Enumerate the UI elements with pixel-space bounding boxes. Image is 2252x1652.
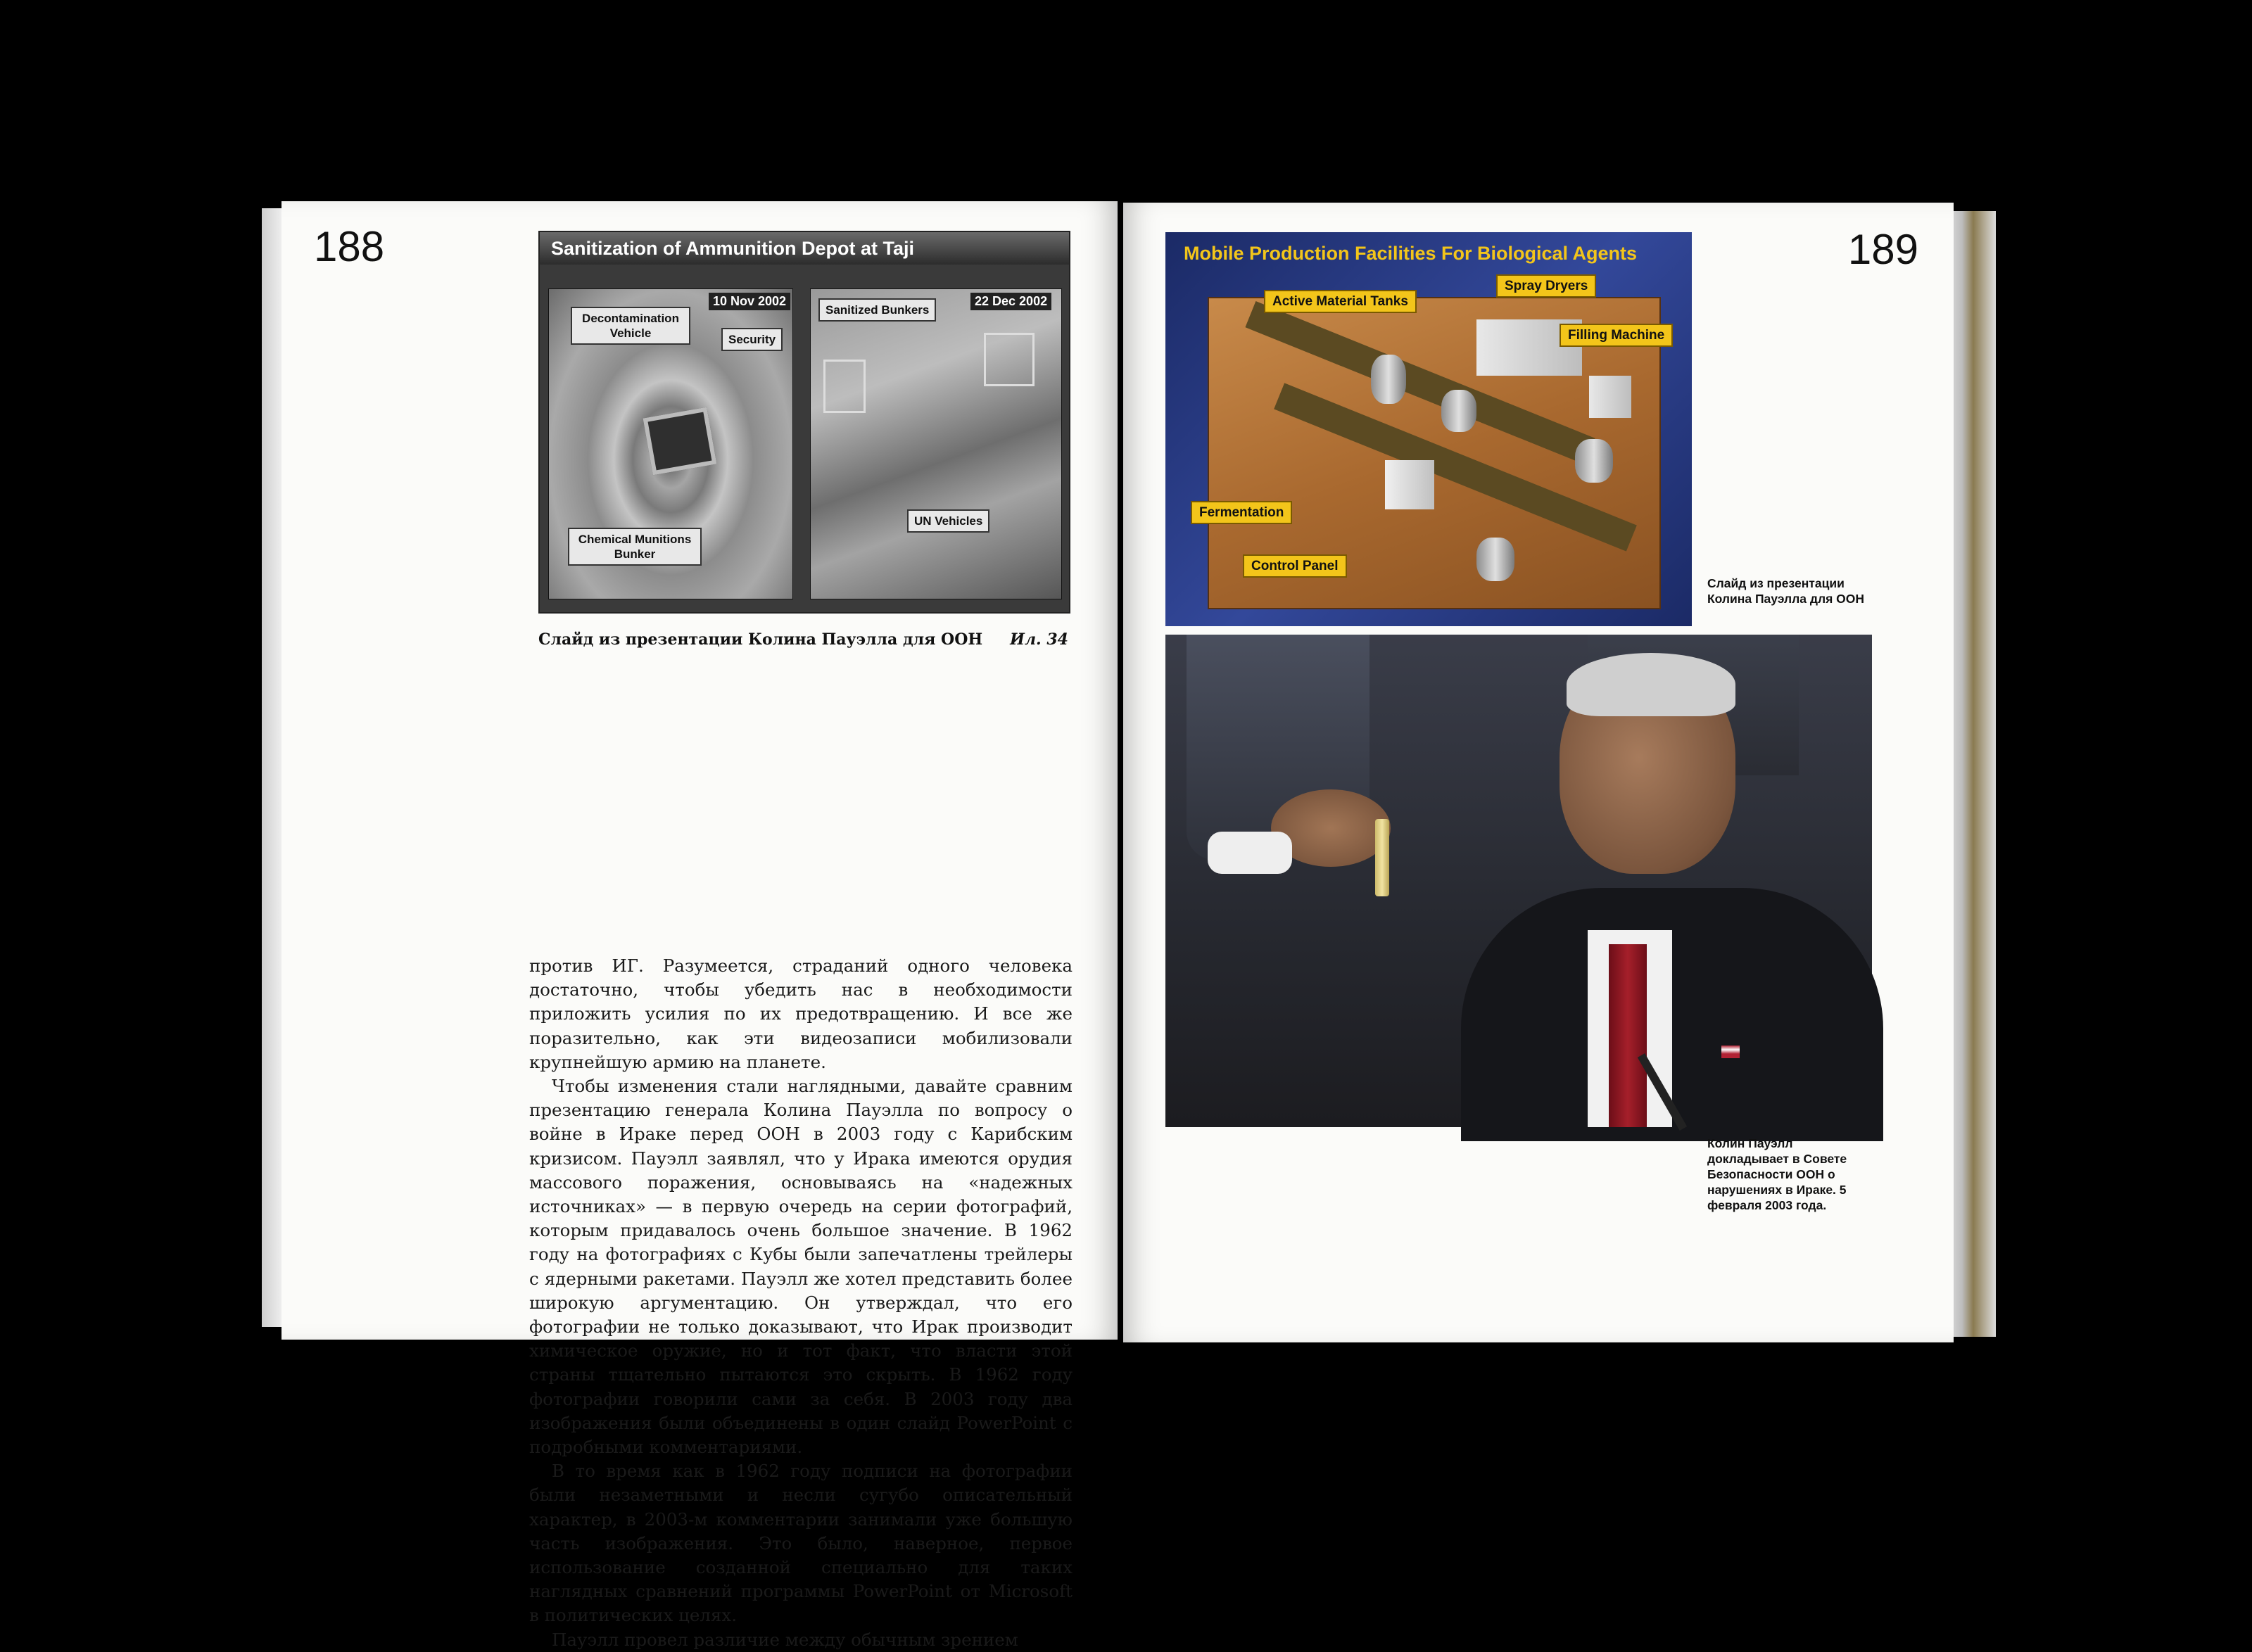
powell-tie — [1609, 944, 1647, 1127]
tank-3 — [1575, 439, 1613, 483]
slide-caption: Слайд из презентации Колина Пауэлла для ООН — [1707, 576, 1865, 606]
decontamination-vehicle-callout: Decontamination Vehicle — [571, 307, 690, 345]
page-number-left: 188 — [314, 223, 385, 270]
page-number-right: 189 — [1847, 226, 1918, 273]
chemical-munitions-bunker-callout: Chemical Munitions Bunker — [568, 528, 702, 566]
vial — [1375, 819, 1389, 896]
taji-slide — [538, 231, 1070, 614]
bunker-shape — [643, 407, 717, 476]
figure-number: Ил. 34 — [1010, 630, 1068, 649]
paragraph-2: Чтобы изменения стали наглядными, давайте сравним презентацию генерала Колина Пауэлла по вопросу о войне в Ираке перед ООН в 2003 году с Карибским кризисом. Пауэлл заявлял, что у Ирака имеются орудия массового поражения, основываясь на «надежных источниках» — в первую очередь на серии фотографий, которым придавалось очень большое значение. В 1962 году на фотографиях с Кубы были запечатлены трейлеры с ядерными ракетами. Пауэлл же хотел представить более широкую аргументацию. Он утверждал, что его фотографии не только доказывают, что Ирак производит химическое оружие, но и тот факт, что власти этой страны тщательно пытаются это скрыть. В 1962 году фотографии говорили сами за себя. В 2003 году два изображения были объединены в один слайд PowerPoint с подробными комментариями. — [529, 1076, 1073, 1458]
body-text — [529, 954, 1073, 1652]
spray-dryers-callout: Spray Dryers — [1496, 274, 1596, 298]
figure-caption: Слайд из презентации Колина Пауэлла для ООН — [538, 630, 983, 649]
active-material-tanks-callout: Active Material Tanks — [1264, 290, 1417, 313]
sanitized-bunkers-callout: Sanitized Bunkers — [818, 298, 936, 322]
control-panel-callout: Control Panel — [1243, 554, 1347, 578]
left-page — [282, 201, 1118, 1650]
bunker-highlight-1 — [823, 360, 866, 413]
satellite-image-right — [810, 288, 1062, 599]
date-label-right: 22 Dec 2002 — [970, 293, 1051, 310]
paragraph-1: против ИГ. Разумеется, страданий одного человека достаточно, чтобы убедить нас в необходимости приложить усилия по их предотвращению. И все же поразительно, как эти видеозаписи мобилизовали крупнейшую армию на планете. — [529, 955, 1073, 1072]
mobile-facilities-slide-title: Mobile Production Facilities For Biological Agents — [1184, 243, 1638, 264]
powell-hair — [1567, 653, 1735, 716]
date-label-left: 10 Nov 2002 — [709, 293, 790, 310]
un-vehicles-callout: UN Vehicles — [907, 509, 989, 533]
right-page — [1123, 203, 1954, 1342]
fermentation-callout: Fermentation — [1191, 501, 1292, 524]
mobile-facilities-slide — [1165, 232, 1692, 626]
flag-pin-icon — [1721, 1046, 1740, 1058]
security-callout: Security — [721, 328, 783, 351]
taji-slide-title: Sanitization of Ammunition Depot at Taji — [540, 232, 1069, 265]
shirt-cuff — [1208, 832, 1292, 874]
tank-1 — [1371, 355, 1406, 404]
paragraph-4: Пауэлл провел различие между обычным зрением — [552, 1629, 1018, 1650]
photo-caption: Колин Пауэлл докладывает в Совете Безопасности ООН о нарушениях в Ираке. 5 февраля 2003 года. — [1707, 1136, 1847, 1212]
powell-photo — [1165, 635, 1872, 1127]
filling-machine-box — [1589, 376, 1631, 418]
control-panel-box — [1385, 460, 1434, 509]
filling-machine-callout: Filling Machine — [1560, 324, 1673, 347]
bunker-highlight-2 — [984, 333, 1035, 386]
tank-4 — [1476, 538, 1514, 581]
paragraph-3: В то время как в 1962 году подписи на фотографии были незаметными и несли сугубо описательный характер, в 2003-м комментарии занимали уже большую часть изображения. Это было, наверное, первое использование созданной специально для таких наглядных сравнений программы PowerPoint от Microsoft в политических целях. — [529, 1461, 1073, 1626]
tank-2 — [1441, 390, 1476, 432]
